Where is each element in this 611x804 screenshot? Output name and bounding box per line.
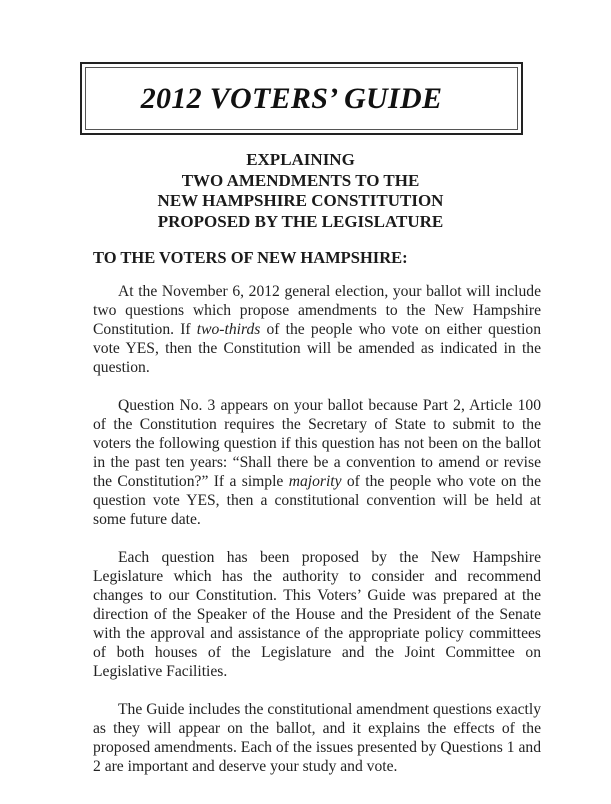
title-box bbox=[80, 62, 523, 135]
document-title: 2012 VOTERS’ GUIDE bbox=[140, 82, 443, 115]
heading-line: TWO AMENDMENTS TO THE bbox=[181, 170, 420, 190]
heading-line: NEW HAMPSHIRE CONSTITUTION bbox=[157, 191, 444, 210]
paragraph-guide: The Guide includes the constitutional amendment questions exactly as they will appear on the ballot, and it explains the effects of the proposed amendments. Each of the issues presented by Questions 1 and 2 are important and deserve your study and vote. bbox=[93, 701, 541, 775]
paragraph-intro: At the November 6, 2012 general election, your ballot will include two questions which propose amendments to the New Hampshire Constitution. If two-thirds of the people who vote on either question vote YES, then the Constitution will be amended as indicated in the question. bbox=[93, 283, 541, 376]
subtitle-heading bbox=[0, 150, 611, 232]
heading-line: EXPLAINING bbox=[246, 150, 355, 169]
emphasis-two-thirds: two-thirds bbox=[196, 321, 261, 338]
paragraph-question-3: Question No. 3 appears on your ballot because Part 2, Article 100 of the Constitution requires the Secretary of State to submit to the voters the following question if this question has not been on the ballot in the past ten years: “Shall there be a convention to amend or revise the Constitution?” If a simple majority of the people who vote on the question vote YES, then a constitutional convention will be held at some future date. bbox=[93, 397, 541, 528]
body-text bbox=[93, 282, 541, 795]
heading-line: PROPOSED BY THE LEGISLATURE bbox=[157, 211, 444, 231]
salutation: TO THE VOTERS OF NEW HAMPSHIRE: bbox=[93, 248, 408, 267]
paragraph-legislature: Each question has been proposed by the New Hampshire Legislature which has the authority to consider and recommend changes to our Constitution. This Voters’ Guide was prepared at the direction of the Speaker of the House and the President of the Senate with the approval and assistance of the appropriate policy committees of both houses of the Legislature and the Joint Committee on Legislative Facilities. bbox=[93, 549, 541, 680]
emphasis-majority: majority bbox=[288, 473, 342, 490]
